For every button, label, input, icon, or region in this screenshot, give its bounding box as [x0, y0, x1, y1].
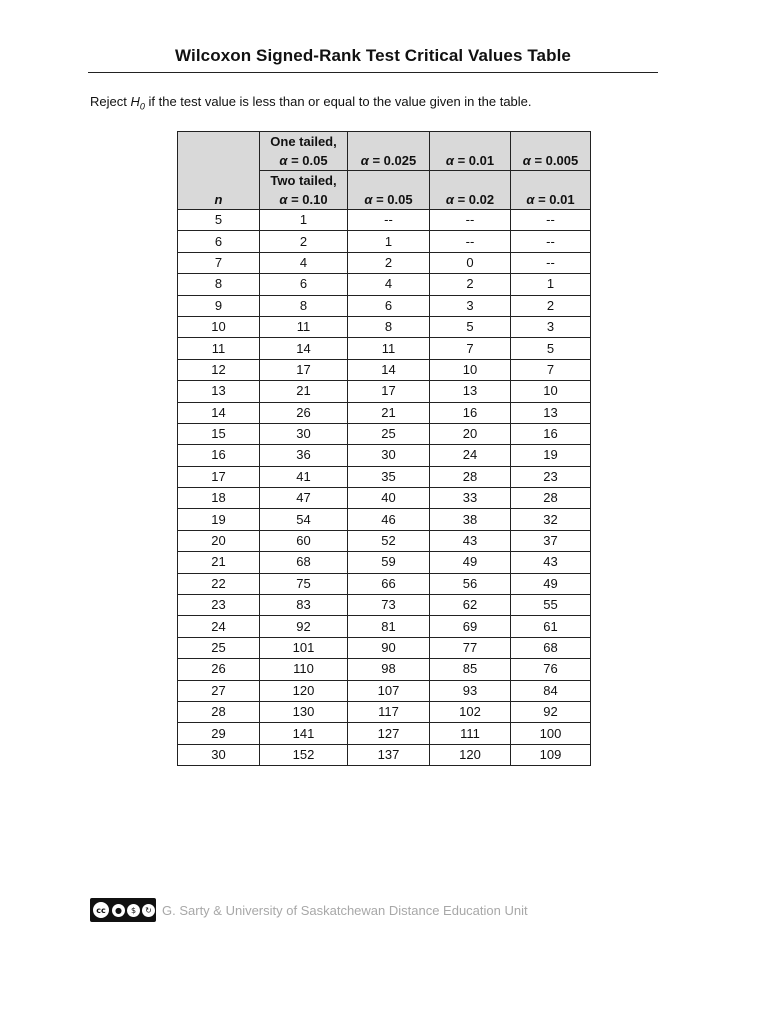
table-row: [178, 252, 591, 273]
critical-value-cell: 28: [430, 466, 511, 487]
critical-value-cell: --: [511, 231, 591, 252]
header-row-one-tailed: [178, 132, 591, 171]
critical-value-cell: 90: [348, 637, 430, 658]
critical-value-cell: 2: [348, 252, 430, 273]
n-header: n: [178, 132, 260, 210]
critical-value-cell: 19: [511, 445, 591, 466]
critical-value-cell: 5: [430, 316, 511, 337]
n-cell: 11: [178, 338, 260, 359]
sa-icon: ↻: [142, 904, 155, 917]
title-rule: [88, 72, 658, 73]
n-cell: 19: [178, 509, 260, 530]
critical-value-cell: 92: [260, 616, 348, 637]
critical-value-cell: 33: [430, 488, 511, 509]
critical-value-cell: 21: [348, 402, 430, 423]
critical-value-cell: 61: [511, 616, 591, 637]
intro-pre: Reject: [90, 94, 131, 109]
critical-value-cell: 56: [430, 573, 511, 594]
critical-value-cell: 28: [511, 488, 591, 509]
critical-value-cell: 75: [260, 573, 348, 594]
critical-value-cell: 73: [348, 595, 430, 616]
critical-value-cell: 16: [430, 402, 511, 423]
critical-value-cell: 69: [430, 616, 511, 637]
critical-value-cell: 8: [348, 316, 430, 337]
critical-value-cell: 141: [260, 723, 348, 744]
table-row: [178, 659, 591, 680]
one-tailed-alpha-4: α = 0.005: [511, 132, 591, 171]
critical-value-cell: 3: [430, 295, 511, 316]
critical-value-cell: 40: [348, 488, 430, 509]
n-cell: 29: [178, 723, 260, 744]
critical-value-cell: 84: [511, 680, 591, 701]
critical-value-cell: 76: [511, 659, 591, 680]
critical-value-cell: 120: [260, 680, 348, 701]
critical-value-cell: 8: [260, 295, 348, 316]
critical-value-cell: --: [511, 252, 591, 273]
n-cell: 28: [178, 701, 260, 722]
critical-value-cell: 85: [430, 659, 511, 680]
table-row: [178, 274, 591, 295]
table-row: [178, 616, 591, 637]
table-row: [178, 744, 591, 765]
critical-value-cell: --: [430, 210, 511, 231]
critical-value-cell: 68: [511, 637, 591, 658]
n-cell: 5: [178, 210, 260, 231]
critical-value-cell: 30: [348, 445, 430, 466]
n-cell: 18: [178, 488, 260, 509]
n-cell: 23: [178, 595, 260, 616]
footer: [90, 898, 528, 922]
n-cell: 26: [178, 659, 260, 680]
n-cell: 20: [178, 530, 260, 551]
critical-value-cell: 5: [511, 338, 591, 359]
critical-value-cell: 66: [348, 573, 430, 594]
table-row: [178, 701, 591, 722]
critical-value-cell: 21: [260, 381, 348, 402]
critical-value-cell: 107: [348, 680, 430, 701]
table-row: [178, 488, 591, 509]
critical-value-cell: 60: [260, 530, 348, 551]
critical-value-cell: 120: [430, 744, 511, 765]
table-row: [178, 316, 591, 337]
critical-value-cell: 46: [348, 509, 430, 530]
critical-value-cell: 1: [260, 210, 348, 231]
n-cell: 22: [178, 573, 260, 594]
n-cell: 27: [178, 680, 260, 701]
n-cell: 10: [178, 316, 260, 337]
critical-value-cell: 17: [260, 359, 348, 380]
critical-value-cell: 30: [260, 423, 348, 444]
table-row: [178, 552, 591, 573]
critical-value-cell: --: [348, 210, 430, 231]
table-row: [178, 573, 591, 594]
critical-value-cell: 26: [260, 402, 348, 423]
table-row: [178, 595, 591, 616]
critical-value-cell: 127: [348, 723, 430, 744]
critical-value-cell: 14: [348, 359, 430, 380]
critical-value-cell: 43: [430, 530, 511, 551]
critical-value-cell: 6: [260, 274, 348, 295]
two-tailed-header: Two tailed, α = 0.10: [260, 171, 348, 210]
n-cell: 7: [178, 252, 260, 273]
critical-value-cell: 62: [430, 595, 511, 616]
critical-value-cell: 49: [430, 552, 511, 573]
critical-value-cell: 68: [260, 552, 348, 573]
critical-value-cell: 137: [348, 744, 430, 765]
critical-value-cell: 110: [260, 659, 348, 680]
critical-value-cell: 37: [511, 530, 591, 551]
table-row: [178, 359, 591, 380]
table-row: [178, 509, 591, 530]
critical-value-cell: 13: [430, 381, 511, 402]
critical-value-cell: 52: [348, 530, 430, 551]
table-row: [178, 466, 591, 487]
critical-value-cell: 101: [260, 637, 348, 658]
critical-value-cell: --: [511, 210, 591, 231]
critical-value-cell: 25: [348, 423, 430, 444]
critical-value-cell: 10: [430, 359, 511, 380]
critical-value-cell: 130: [260, 701, 348, 722]
critical-value-cell: 55: [511, 595, 591, 616]
n-cell: 21: [178, 552, 260, 573]
table-row: [178, 445, 591, 466]
two-tailed-alpha-4: α = 0.01: [511, 171, 591, 210]
n-cell: 25: [178, 637, 260, 658]
one-tailed-alpha-2: α = 0.025: [348, 132, 430, 171]
two-tailed-alpha-3: α = 0.02: [430, 171, 511, 210]
critical-value-cell: 109: [511, 744, 591, 765]
critical-value-cell: 6: [348, 295, 430, 316]
table-row: [178, 423, 591, 444]
n-cell: 13: [178, 381, 260, 402]
table-row: [178, 295, 591, 316]
critical-value-cell: 14: [260, 338, 348, 359]
critical-value-cell: 7: [430, 338, 511, 359]
critical-value-cell: 77: [430, 637, 511, 658]
critical-value-cell: 4: [260, 252, 348, 273]
intro-text: [90, 94, 532, 112]
critical-value-cell: 36: [260, 445, 348, 466]
critical-value-cell: 11: [260, 316, 348, 337]
critical-value-cell: 111: [430, 723, 511, 744]
critical-value-cell: --: [430, 231, 511, 252]
critical-value-cell: 17: [348, 381, 430, 402]
critical-value-cell: 2: [430, 274, 511, 295]
n-cell: 9: [178, 295, 260, 316]
critical-value-cell: 7: [511, 359, 591, 380]
critical-value-cell: 35: [348, 466, 430, 487]
critical-value-cell: 10: [511, 381, 591, 402]
critical-value-cell: 2: [511, 295, 591, 316]
table-row: [178, 723, 591, 744]
critical-value-cell: 59: [348, 552, 430, 573]
n-cell: 8: [178, 274, 260, 295]
critical-value-cell: 41: [260, 466, 348, 487]
cc-license-badge: [90, 898, 156, 922]
critical-value-cell: 4: [348, 274, 430, 295]
cc-icon: cc: [92, 901, 110, 919]
critical-value-cell: 23: [511, 466, 591, 487]
critical-value-cell: 49: [511, 573, 591, 594]
n-cell: 16: [178, 445, 260, 466]
critical-values-table: [177, 131, 591, 766]
table-row: [178, 637, 591, 658]
n-cell: 6: [178, 231, 260, 252]
nc-icon: $: [127, 904, 140, 917]
critical-value-cell: 54: [260, 509, 348, 530]
table-row: [178, 530, 591, 551]
critical-value-cell: 0: [430, 252, 511, 273]
critical-value-cell: 81: [348, 616, 430, 637]
critical-value-cell: 11: [348, 338, 430, 359]
page-title: Wilcoxon Signed-Rank Test Critical Values Table: [175, 46, 571, 65]
critical-value-cell: 152: [260, 744, 348, 765]
intro-post: if the test value is less than or equal to the value given in the table.: [144, 94, 532, 109]
critical-value-cell: 102: [430, 701, 511, 722]
critical-value-cell: 16: [511, 423, 591, 444]
one-tailed-header: One tailed, α = 0.05: [260, 132, 348, 171]
critical-value-cell: 38: [430, 509, 511, 530]
two-tailed-alpha-2: α = 0.05: [348, 171, 430, 210]
n-cell: 24: [178, 616, 260, 637]
critical-value-cell: 1: [511, 274, 591, 295]
table-row: [178, 381, 591, 402]
critical-value-cell: 47: [260, 488, 348, 509]
by-icon: ●: [112, 904, 125, 917]
critical-value-cell: 3: [511, 316, 591, 337]
critical-value-cell: 1: [348, 231, 430, 252]
table-body: [178, 210, 591, 766]
critical-value-cell: 32: [511, 509, 591, 530]
critical-value-cell: 20: [430, 423, 511, 444]
critical-value-cell: 2: [260, 231, 348, 252]
table-row: [178, 210, 591, 231]
h0-symbol: $H_0$: [130, 94, 145, 112]
critical-value-cell: 24: [430, 445, 511, 466]
table-row: [178, 338, 591, 359]
critical-value-cell: 117: [348, 701, 430, 722]
n-cell: 12: [178, 359, 260, 380]
table-row: [178, 231, 591, 252]
critical-value-cell: 43: [511, 552, 591, 573]
n-cell: 14: [178, 402, 260, 423]
table-row: [178, 402, 591, 423]
credit-text: G. Sarty & University of Saskatchewan Distance Education Unit: [162, 902, 528, 918]
n-cell: 30: [178, 744, 260, 765]
one-tailed-alpha-3: α = 0.01: [430, 132, 511, 171]
n-cell: 17: [178, 466, 260, 487]
n-cell: 15: [178, 423, 260, 444]
critical-value-cell: 13: [511, 402, 591, 423]
critical-value-cell: 83: [260, 595, 348, 616]
critical-value-cell: 98: [348, 659, 430, 680]
table-row: [178, 680, 591, 701]
critical-value-cell: 92: [511, 701, 591, 722]
critical-value-cell: 93: [430, 680, 511, 701]
critical-value-cell: 100: [511, 723, 591, 744]
